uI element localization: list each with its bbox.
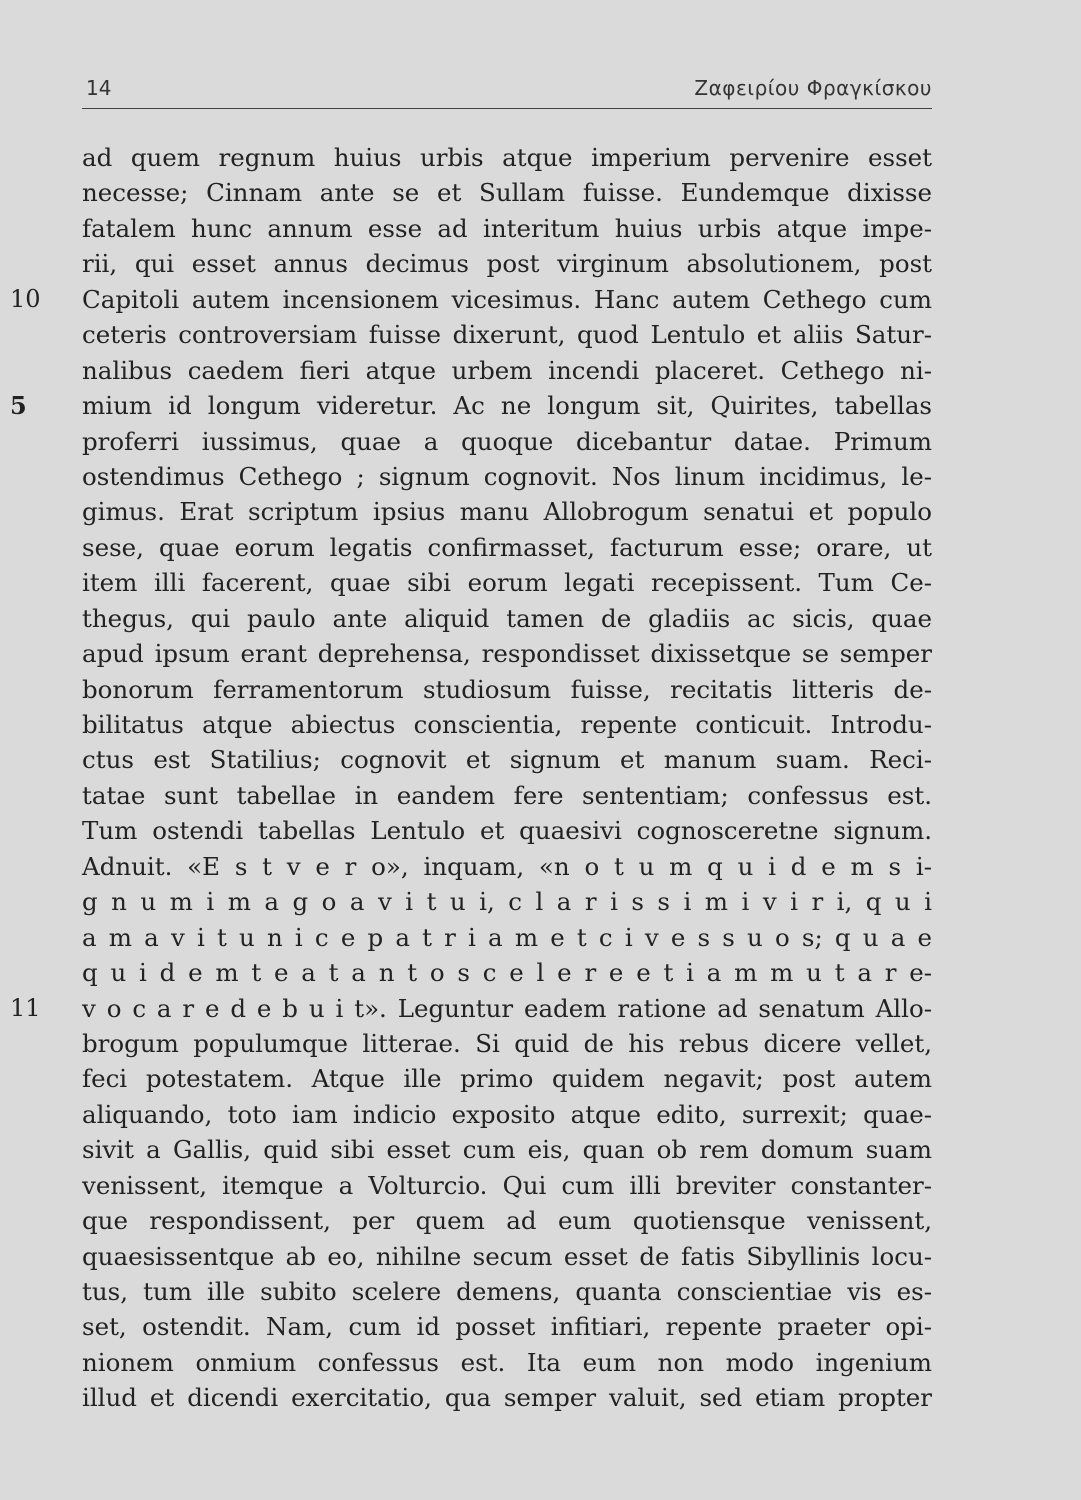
margin-line-number: 10 [10,284,41,313]
text-line: proferri iussimus, quae a quoque dicebantur datae. Primum [82,426,932,456]
body-text [10,140,932,1416]
text-line: venissent, itemque a Volturcio. Qui cum illi breviter constanter- [82,1170,932,1200]
text-line: sivit a Gallis, quid sibi esset cum eis, quan ob rem domum suam [82,1135,932,1165]
text-line: que respondissent, per quem ad eum quotiensque venissent, [82,1206,932,1236]
text-line: apud ipsum erant deprehensa, respondisset dixissetque se semper [82,639,932,669]
page-number: 14 [86,76,112,100]
text-line: g n u m i m a g o a v i t u i, c l a r i s s i m i v i r i, q u i [82,887,932,917]
text-line: brogum populumque litterae. Si quid de his rebus dicere vellet, [82,1028,932,1058]
text-line: set, ostendit. Nam, cum id posset infitiari, repente praeter opi- [82,1312,932,1342]
text-line-wrapper [10,991,932,1026]
text-line: thegus, qui paulo ante aliquid tamen de gladiis ac sicis, quae [82,603,932,633]
text-line: gimus. Erat scriptum ipsius manu Allobrogum senatui et populo [82,497,932,527]
text-line: v o c a r e d e b u i t». Leguntur eadem ratione ad senatum Allo- [82,993,932,1023]
running-head [82,72,932,109]
text-line: bilitatus atque abiectus conscientia, repente conticuit. Introdu- [82,710,932,739]
text-line: Tum ostendi tabellas Lentulo et quaesivi cognosceretne signum. [82,816,932,846]
margin-section-number: 11 [10,993,41,1022]
margin-section-number: 5 [10,391,27,421]
text-line: ceteris controversiam fuisse dixerunt, quod Lentulo et aliis Satur- [82,320,932,350]
text-line: illud et dicendi exercitatio, qua semper valuit, sed etiam propter [82,1383,932,1413]
text-line: nalibus caedem fieri atque urbem incendi placeret. Cethego ni- [82,355,932,385]
text-line: bonorum ferramentorum studiosum fuisse, recitatis litteris de- [82,674,932,704]
text-line: tus, tum ille subito scelere demens, quanta conscientiae vis es- [82,1277,932,1306]
text-line: ad quem regnum huius urbis atque imperium pervenire esset [82,143,932,172]
text-line: item illi facerent, quae sibi eorum legati recepissent. Tum Ce- [82,568,932,598]
text-line: sese, quae eorum legatis confirmasset, facturum esse; orare, ut [82,532,932,562]
text-line: mium id longum videretur. Ac ne longum sit, Quirites, tabellas [82,391,932,421]
text-line: rii, qui esset annus decimus post virginum absolutionem, post [82,249,932,279]
text-line: a m a v i t u n i c e p a t r i a m e t c i v e s s u o s; q u a e [82,922,932,952]
text-line: aliquando, toto iam indicio exposito atque edito, surrexit; quae- [82,1099,932,1129]
text-line: nionem onmium confessus est. Ita eum non modo ingenium [82,1347,932,1377]
text-line: Adnuit. «E s t v e r o», inquam, «n o t u m q u i d e m s i- [82,851,932,881]
text-line: feci potestatem. Atque ille primo quidem negavit; post autem [82,1064,932,1094]
text-line: necesse; Cinnam ante se et Sullam fuisse. Eundemque dixisse [82,178,932,208]
text-line: q u i d e m t e a t a n t o s c e l e r e e t i a m m u t a r e- [82,958,932,988]
text-line: quaesissentque ab eo, nihilne secum esset de fatis Sibyllinis locu- [82,1241,932,1271]
text-line: Capitoli autem incensionem vicesimus. Hanc autem Cethego cum [82,284,932,314]
text-line: ctus est Statilius; cognovit et signum et manum suam. Reci- [82,745,932,775]
running-head-author: Ζαφειρίου Φραγκίσκου [694,76,932,100]
text-line: tatae sunt tabellae in eandem fere sententiam; confessus est. [82,780,932,810]
text-line-wrapper [10,388,932,423]
text-line-wrapper [10,282,932,317]
text-line: fatalem hunc annum esse ad interitum huius urbis atque impe- [82,213,932,243]
text-line: ostendimus Cethego ; signum cognovit. Nos linum incidimus, le- [82,461,932,491]
